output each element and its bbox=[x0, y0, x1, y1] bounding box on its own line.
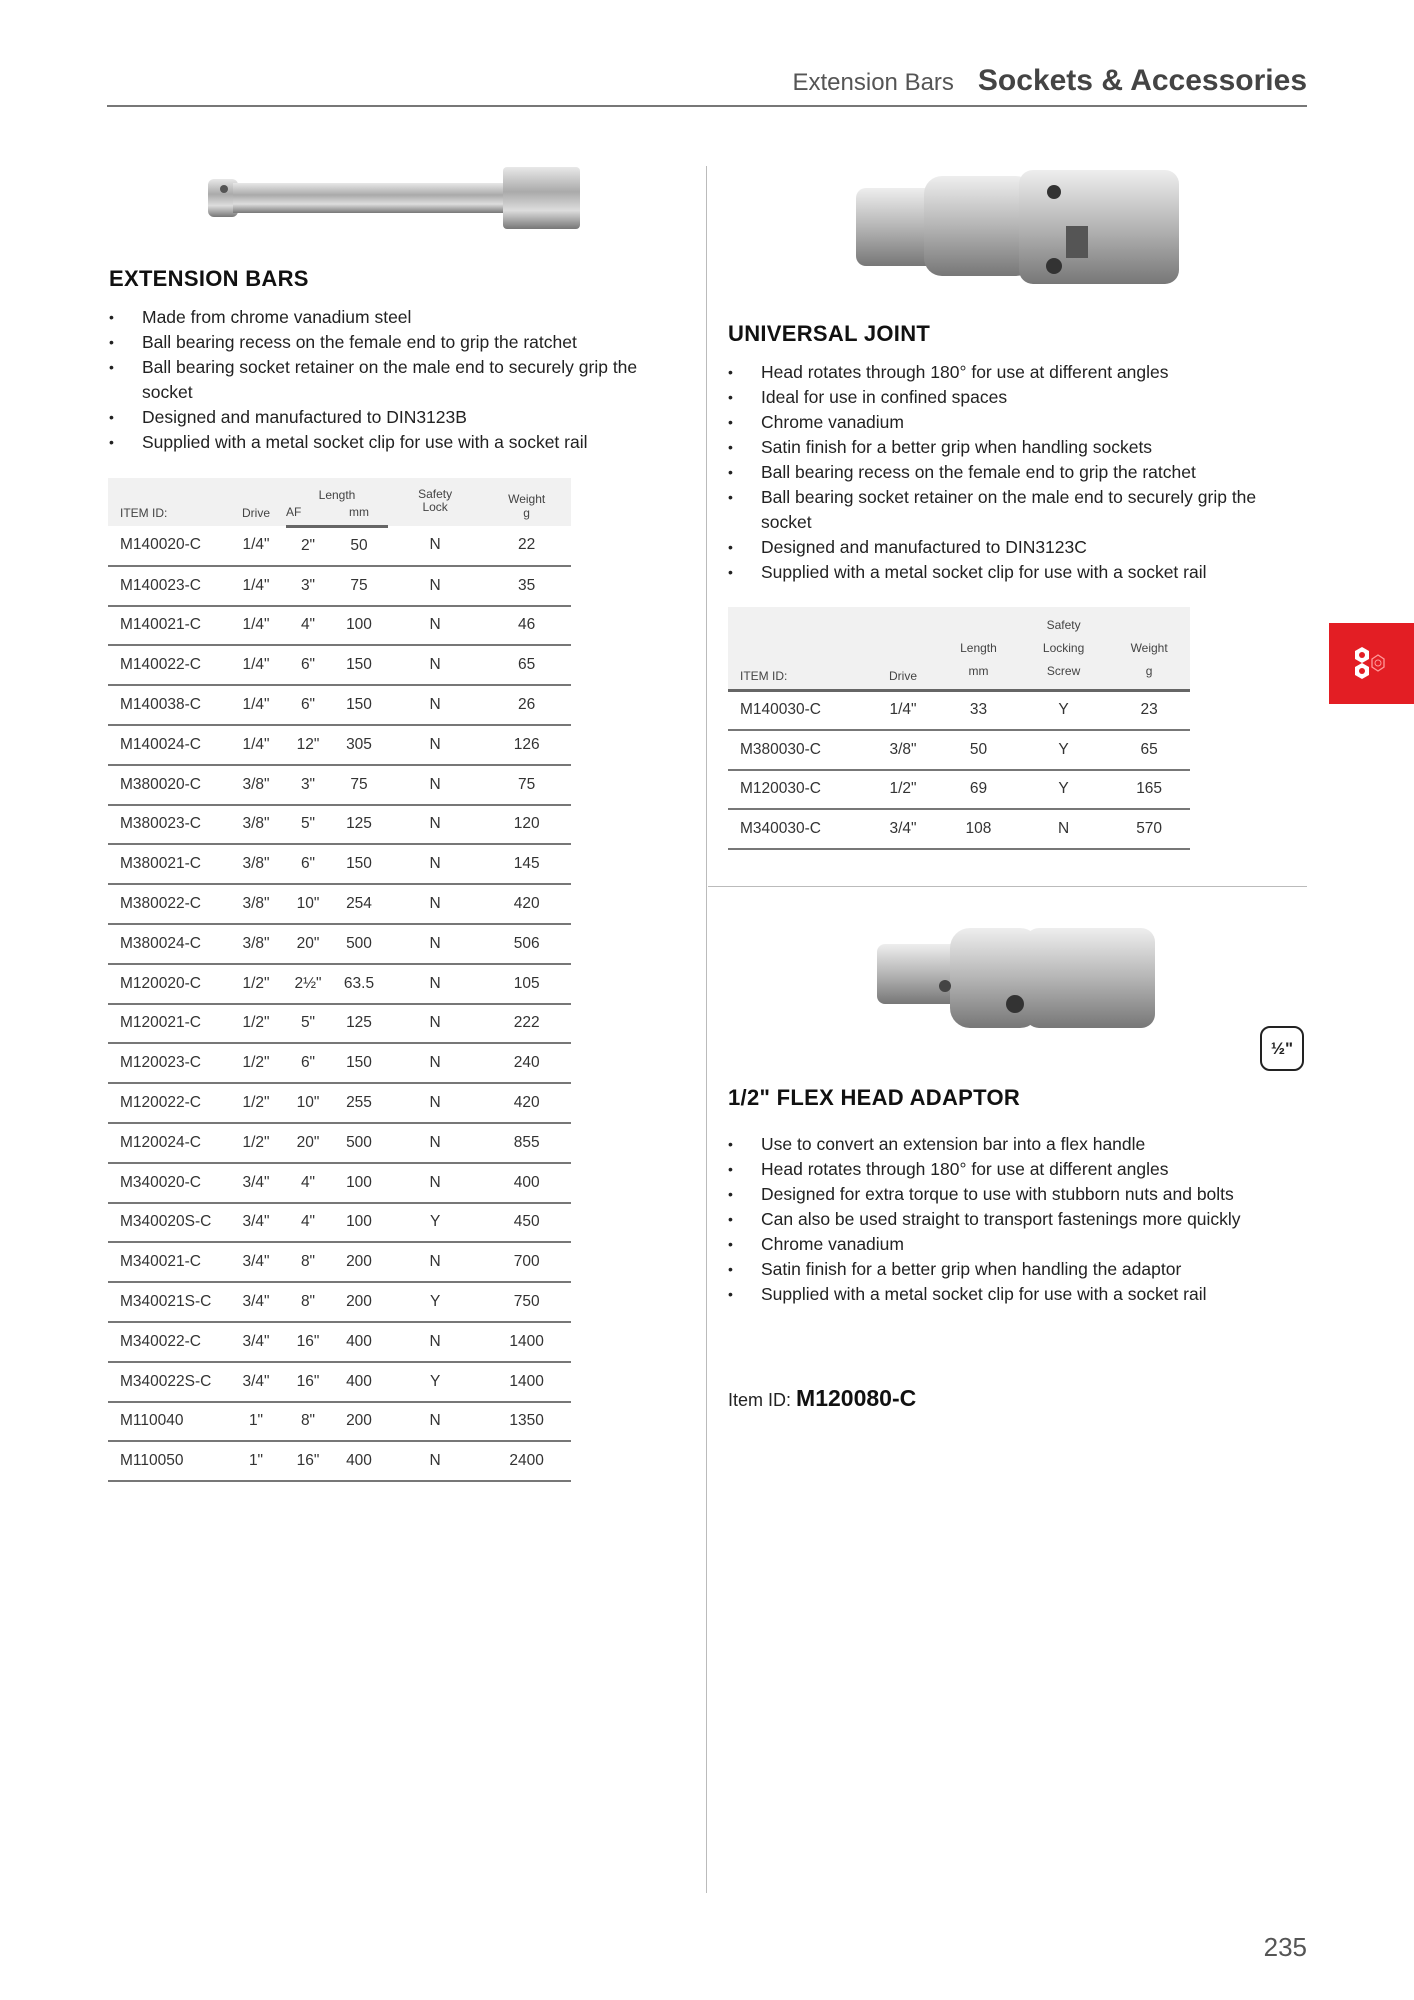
section-divider bbox=[708, 886, 1307, 887]
table-cell: Y bbox=[388, 1282, 482, 1322]
feature-item: • Made from chrome vanadium steel bbox=[109, 305, 669, 330]
table-cell: 420 bbox=[482, 884, 571, 924]
column-divider bbox=[706, 166, 707, 1893]
table-cell: N bbox=[388, 1242, 482, 1282]
table-cell: 150 bbox=[330, 1043, 388, 1083]
table-cell: 1/4" bbox=[226, 606, 286, 646]
table-cell: M340022-C bbox=[108, 1322, 226, 1362]
table-cell: 400 bbox=[330, 1322, 388, 1362]
table-cell: 16" bbox=[286, 1441, 330, 1481]
table-cell: M140030-C bbox=[728, 690, 868, 730]
table-row bbox=[108, 526, 571, 566]
table-cell: 125 bbox=[330, 1004, 388, 1044]
flex-head-title: 1/2" FLEX HEAD ADAPTOR bbox=[728, 1085, 1021, 1110]
table-cell: M120023-C bbox=[108, 1043, 226, 1083]
table-row bbox=[108, 924, 571, 964]
table-cell: 75 bbox=[330, 566, 388, 606]
feature-item: • Supplied with a metal socket clip for use with a socket rail bbox=[109, 430, 669, 455]
table-cell: 46 bbox=[482, 606, 571, 646]
table-cell: 10" bbox=[286, 1083, 330, 1123]
table-cell: 1/4" bbox=[868, 690, 938, 730]
table-cell: M110040 bbox=[108, 1402, 226, 1442]
table-cell: 2½" bbox=[286, 964, 330, 1004]
table-cell: 3" bbox=[286, 765, 330, 805]
table-cell: 3/4" bbox=[868, 809, 938, 849]
universal-joint-table bbox=[728, 607, 1190, 850]
table-cell: N bbox=[388, 1083, 482, 1123]
table-row bbox=[728, 730, 1190, 770]
table-cell: N bbox=[388, 1043, 482, 1083]
table-cell: N bbox=[388, 566, 482, 606]
feature-item: • Chrome vanadium bbox=[728, 410, 1308, 435]
col-drive: Drive bbox=[226, 478, 286, 526]
table-cell: 3/4" bbox=[226, 1282, 286, 1322]
table-cell: M340030-C bbox=[728, 809, 868, 849]
extension-bars-table bbox=[108, 478, 571, 1482]
table-cell: 400 bbox=[482, 1163, 571, 1203]
feature-item: • Designed and manufactured to DIN3123C bbox=[728, 535, 1308, 560]
table-cell: 4" bbox=[286, 606, 330, 646]
table-cell: 65 bbox=[482, 645, 571, 685]
table-cell: 108 bbox=[938, 809, 1019, 849]
table-cell: N bbox=[388, 844, 482, 884]
table-cell: M140020-C bbox=[108, 526, 226, 566]
table-cell: M140022-C bbox=[108, 645, 226, 685]
section-title: Extension Bars bbox=[792, 69, 954, 96]
table-cell: N bbox=[388, 645, 482, 685]
table-cell: 33 bbox=[938, 690, 1019, 730]
table-row bbox=[108, 1004, 571, 1044]
extension-bar-image bbox=[208, 163, 580, 233]
flex-head-item-id: Item ID: M120080-C bbox=[728, 1385, 917, 1411]
table-row bbox=[108, 1282, 571, 1322]
table-cell: 3/8" bbox=[226, 924, 286, 964]
table-cell: 700 bbox=[482, 1242, 571, 1282]
feature-item: • Ideal for use in confined spaces bbox=[728, 385, 1308, 410]
table-cell: 400 bbox=[330, 1362, 388, 1402]
table-cell: M380023-C bbox=[108, 805, 226, 845]
table-cell: 22 bbox=[482, 526, 571, 566]
table-cell: 3/8" bbox=[226, 805, 286, 845]
table-cell: M340022S-C bbox=[108, 1362, 226, 1402]
table-row bbox=[108, 1322, 571, 1362]
feature-item: • Chrome vanadium bbox=[728, 1232, 1288, 1257]
table-cell: 3/8" bbox=[868, 730, 938, 770]
table-cell: 1/4" bbox=[226, 526, 286, 566]
table-cell: M110050 bbox=[108, 1441, 226, 1481]
feature-item: • Head rotates through 180° for use at different angles bbox=[728, 1157, 1288, 1182]
table-row bbox=[728, 690, 1190, 730]
table-cell: M380024-C bbox=[108, 924, 226, 964]
page-header bbox=[793, 64, 1308, 98]
table-cell: 3" bbox=[286, 566, 330, 606]
table-cell: M380022-C bbox=[108, 884, 226, 924]
col-safety-locking-screw: Safety Locking Screw bbox=[1019, 607, 1108, 690]
table-cell: M120020-C bbox=[108, 964, 226, 1004]
table-cell: 65 bbox=[1108, 730, 1190, 770]
table-cell: M380030-C bbox=[728, 730, 868, 770]
table-cell: 3/4" bbox=[226, 1203, 286, 1243]
table-cell: 4" bbox=[286, 1203, 330, 1243]
table-cell: M340020S-C bbox=[108, 1203, 226, 1243]
table-cell: Y bbox=[1019, 730, 1108, 770]
table-cell: 126 bbox=[482, 725, 571, 765]
table-cell: N bbox=[388, 685, 482, 725]
table-cell: 3/4" bbox=[226, 1322, 286, 1362]
table-cell: 150 bbox=[330, 685, 388, 725]
table-cell: 1/4" bbox=[226, 725, 286, 765]
table-cell: 450 bbox=[482, 1203, 571, 1243]
table-cell: 10" bbox=[286, 884, 330, 924]
table-cell: 16" bbox=[286, 1362, 330, 1402]
table-row bbox=[108, 1362, 571, 1402]
table-cell: 3/4" bbox=[226, 1163, 286, 1203]
table-cell: 26 bbox=[482, 685, 571, 725]
table-row bbox=[108, 566, 571, 606]
feature-item: • Ball bearing socket retainer on the male end to securely grip the socket bbox=[109, 355, 669, 405]
table-row bbox=[108, 844, 571, 884]
table-row bbox=[108, 1043, 571, 1083]
table-cell: Y bbox=[388, 1203, 482, 1243]
table-cell: 1/2" bbox=[226, 1043, 286, 1083]
table-cell: 105 bbox=[482, 964, 571, 1004]
table-cell: 35 bbox=[482, 566, 571, 606]
extension-bars-title: EXTENSION BARS bbox=[109, 266, 309, 291]
feature-item: • Satin finish for a better grip when handling sockets bbox=[728, 435, 1308, 460]
table-cell: M140024-C bbox=[108, 725, 226, 765]
table-cell: M120022-C bbox=[108, 1083, 226, 1123]
feature-item: • Designed for extra torque to use with stubborn nuts and bolts bbox=[728, 1182, 1288, 1207]
half-inch-drive-badge: ½" bbox=[1260, 1026, 1304, 1071]
col-safety-lock: Safety Lock bbox=[388, 478, 482, 526]
table-cell: Y bbox=[1019, 770, 1108, 810]
table-cell: 6" bbox=[286, 844, 330, 884]
table-row bbox=[108, 805, 571, 845]
table-cell: 1" bbox=[226, 1441, 286, 1481]
feature-item: • Can also be used straight to transport fastenings more quickly bbox=[728, 1207, 1288, 1232]
table-cell: N bbox=[388, 606, 482, 646]
table-cell: Y bbox=[388, 1362, 482, 1402]
table-cell: 200 bbox=[330, 1242, 388, 1282]
feature-item: • Designed and manufactured to DIN3123B bbox=[109, 405, 669, 430]
table-cell: 420 bbox=[482, 1083, 571, 1123]
table-row bbox=[108, 1083, 571, 1123]
table-cell: 100 bbox=[330, 1163, 388, 1203]
table-cell: 506 bbox=[482, 924, 571, 964]
table-cell: 1400 bbox=[482, 1322, 571, 1362]
table-cell: 200 bbox=[330, 1402, 388, 1442]
table-cell: M120021-C bbox=[108, 1004, 226, 1044]
table-cell: N bbox=[388, 1123, 482, 1163]
table-cell: M140038-C bbox=[108, 685, 226, 725]
table-cell: N bbox=[388, 725, 482, 765]
table-cell: 855 bbox=[482, 1123, 571, 1163]
table-cell: 1" bbox=[226, 1402, 286, 1442]
table-cell: 12" bbox=[286, 725, 330, 765]
table-cell: 5" bbox=[286, 805, 330, 845]
table-row bbox=[108, 884, 571, 924]
col-weight: Weight g bbox=[482, 478, 571, 526]
table-cell: N bbox=[388, 765, 482, 805]
category-tab[interactable] bbox=[1329, 623, 1414, 704]
table-cell: 6" bbox=[286, 1043, 330, 1083]
table-cell: N bbox=[388, 805, 482, 845]
col-item-id: ITEM ID: bbox=[728, 607, 868, 690]
table-row bbox=[108, 645, 571, 685]
feature-item: • Supplied with a metal socket clip for use with a socket rail bbox=[728, 560, 1308, 585]
table-cell: 8" bbox=[286, 1242, 330, 1282]
table-cell: N bbox=[388, 924, 482, 964]
table-row bbox=[108, 685, 571, 725]
table-row bbox=[108, 1123, 571, 1163]
table-row bbox=[108, 1203, 571, 1243]
table-row bbox=[728, 770, 1190, 810]
table-cell: 1/4" bbox=[226, 566, 286, 606]
table-cell: 222 bbox=[482, 1004, 571, 1044]
table-cell: 50 bbox=[938, 730, 1019, 770]
table-cell: 500 bbox=[330, 1123, 388, 1163]
page-number: 235 bbox=[1263, 1932, 1307, 1962]
table-row bbox=[108, 606, 571, 646]
col-af: AF bbox=[286, 502, 330, 526]
table-cell: 20" bbox=[286, 924, 330, 964]
table-cell: 150 bbox=[330, 645, 388, 685]
feature-item: • Supplied with a metal socket clip for use with a socket rail bbox=[728, 1282, 1288, 1307]
col-item-id: ITEM ID: bbox=[108, 478, 226, 526]
universal-joint-title: UNIVERSAL JOINT bbox=[728, 321, 931, 346]
table-row bbox=[728, 809, 1190, 849]
table-cell: Y bbox=[1019, 690, 1108, 730]
table-row bbox=[108, 725, 571, 765]
table-cell: N bbox=[388, 1004, 482, 1044]
flex-head-adaptor-image bbox=[875, 924, 1157, 1034]
table-cell: 2" bbox=[286, 526, 330, 566]
table-cell: 4" bbox=[286, 1163, 330, 1203]
table-cell: N bbox=[388, 1402, 482, 1442]
table-cell: M120024-C bbox=[108, 1123, 226, 1163]
table-cell: 1/4" bbox=[226, 685, 286, 725]
table-row bbox=[108, 1402, 571, 1442]
table-cell: 3/4" bbox=[226, 1362, 286, 1402]
table-cell: 63.5 bbox=[330, 964, 388, 1004]
table-row bbox=[108, 964, 571, 1004]
flex-head-features bbox=[728, 1132, 1288, 1307]
table-cell: M120030-C bbox=[728, 770, 868, 810]
category-title: Sockets & Accessories bbox=[977, 64, 1307, 97]
table-cell: 1350 bbox=[482, 1402, 571, 1442]
table-cell: 165 bbox=[1108, 770, 1190, 810]
table-cell: 240 bbox=[482, 1043, 571, 1083]
table-cell: 75 bbox=[482, 765, 571, 805]
table-cell: 3/8" bbox=[226, 884, 286, 924]
table-row bbox=[108, 1242, 571, 1282]
table-cell: N bbox=[388, 964, 482, 1004]
table-cell: 1/2" bbox=[868, 770, 938, 810]
table-cell: 100 bbox=[330, 1203, 388, 1243]
table-cell: 750 bbox=[482, 1282, 571, 1322]
header-divider bbox=[107, 105, 1307, 107]
table-cell: 8" bbox=[286, 1282, 330, 1322]
table-cell: 3/8" bbox=[226, 844, 286, 884]
table-row bbox=[108, 1163, 571, 1203]
col-drive: Drive bbox=[868, 607, 938, 690]
col-mm: mm bbox=[330, 502, 388, 526]
col-length: Length bbox=[286, 478, 388, 502]
table-cell: 5" bbox=[286, 1004, 330, 1044]
table-cell: M340021-C bbox=[108, 1242, 226, 1282]
table-cell: 23 bbox=[1108, 690, 1190, 730]
table-cell: M380021-C bbox=[108, 844, 226, 884]
table-cell: 200 bbox=[330, 1282, 388, 1322]
nuts-icon bbox=[1329, 623, 1414, 704]
table-cell: 1/2" bbox=[226, 1004, 286, 1044]
table-cell: N bbox=[388, 1441, 482, 1481]
feature-item: • Ball bearing recess on the female end to grip the ratchet bbox=[728, 460, 1308, 485]
table-cell: 254 bbox=[330, 884, 388, 924]
table-cell: 125 bbox=[330, 805, 388, 845]
feature-item: • Use to convert an extension bar into a flex handle bbox=[728, 1132, 1288, 1157]
table-cell: 6" bbox=[286, 645, 330, 685]
table-cell: 500 bbox=[330, 924, 388, 964]
table-cell: N bbox=[388, 526, 482, 566]
table-cell: 8" bbox=[286, 1402, 330, 1442]
table-row bbox=[108, 765, 571, 805]
table-cell: 2400 bbox=[482, 1441, 571, 1481]
table-cell: 1/2" bbox=[226, 1123, 286, 1163]
table-cell: 16" bbox=[286, 1322, 330, 1362]
table-cell: N bbox=[388, 884, 482, 924]
universal-joint-image bbox=[854, 166, 1182, 288]
table-cell: 69 bbox=[938, 770, 1019, 810]
table-cell: M340020-C bbox=[108, 1163, 226, 1203]
table-cell: 120 bbox=[482, 805, 571, 845]
table-cell: 305 bbox=[330, 725, 388, 765]
feature-item: • Ball bearing recess on the female end to grip the ratchet bbox=[109, 330, 669, 355]
table-cell: 1/4" bbox=[226, 645, 286, 685]
table-cell: 145 bbox=[482, 844, 571, 884]
table-cell: 150 bbox=[330, 844, 388, 884]
feature-item: • Head rotates through 180° for use at different angles bbox=[728, 360, 1308, 385]
table-cell: 3/4" bbox=[226, 1242, 286, 1282]
table-cell: 50 bbox=[330, 526, 388, 566]
table-row bbox=[108, 1441, 571, 1481]
table-cell: M340021S-C bbox=[108, 1282, 226, 1322]
col-weight: Weight g bbox=[1108, 607, 1190, 690]
table-cell: 1/2" bbox=[226, 1083, 286, 1123]
table-cell: 75 bbox=[330, 765, 388, 805]
table-cell: N bbox=[1019, 809, 1108, 849]
table-cell: 255 bbox=[330, 1083, 388, 1123]
table-cell: 6" bbox=[286, 685, 330, 725]
table-cell: 3/8" bbox=[226, 765, 286, 805]
col-length: Length mm bbox=[938, 607, 1019, 690]
table-cell: 400 bbox=[330, 1441, 388, 1481]
feature-item: • Satin finish for a better grip when handling the adaptor bbox=[728, 1257, 1288, 1282]
table-cell: 100 bbox=[330, 606, 388, 646]
table-cell: 1/2" bbox=[226, 964, 286, 1004]
feature-item: • Ball bearing socket retainer on the male end to securely grip the socket bbox=[728, 485, 1308, 535]
table-cell: 20" bbox=[286, 1123, 330, 1163]
table-cell: N bbox=[388, 1322, 482, 1362]
table-cell: 1400 bbox=[482, 1362, 571, 1402]
table-cell: M140023-C bbox=[108, 566, 226, 606]
table-cell: 570 bbox=[1108, 809, 1190, 849]
extension-bars-features bbox=[109, 305, 669, 455]
universal-joint-features bbox=[728, 360, 1308, 585]
table-cell: M380020-C bbox=[108, 765, 226, 805]
table-cell: N bbox=[388, 1163, 482, 1203]
table-cell: M140021-C bbox=[108, 606, 226, 646]
